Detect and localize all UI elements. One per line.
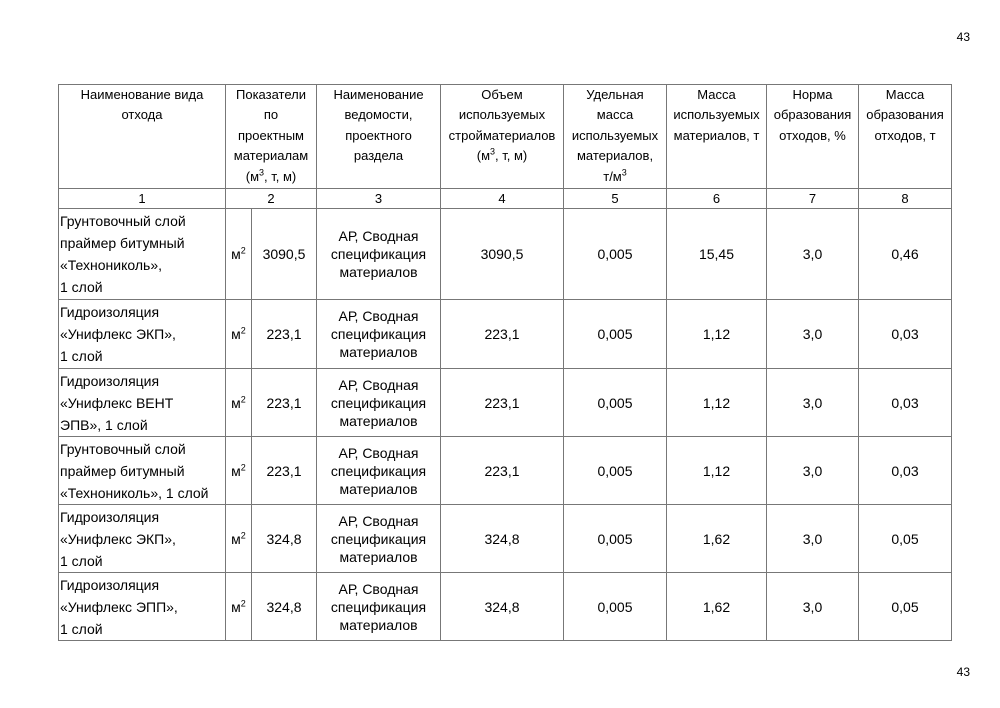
header-statement-name: Наименование ведомости, проектного раздела xyxy=(317,85,441,189)
amount-cell: 223,1 xyxy=(252,437,317,505)
waste-mass-cell: 0,03 xyxy=(859,369,952,437)
table-row xyxy=(59,209,952,300)
unit-cell: $м^2$ xyxy=(226,573,252,641)
mass-cell: 15,45 xyxy=(667,209,767,300)
column-number: 8 xyxy=(859,189,952,209)
norm-cell: 3,0 xyxy=(767,437,859,505)
waste-name-cell: Грунтовочный слой праймер битумный «Технониколь», 1 слой xyxy=(59,437,226,505)
header-specific-mass: Удельная масса используемых материалов, $т/м^3$ xyxy=(564,85,667,189)
norm-cell: 3,0 xyxy=(767,505,859,573)
amount-cell: 324,8 xyxy=(252,573,317,641)
page-number-top: 43 xyxy=(956,30,970,44)
column-number: 2 xyxy=(226,189,317,209)
density-cell: 0,005 xyxy=(564,369,667,437)
header-volume: Объем используемых стройматериалов ($м^3$, т, м) xyxy=(441,85,564,189)
source-cell: АР, Сводная спецификация материалов xyxy=(317,573,441,641)
waste-name-cell: Грунтовочный слой праймер битумный «Технониколь», 1 слой xyxy=(59,209,226,300)
volume-cell: 324,8 xyxy=(441,505,564,573)
column-number: 6 xyxy=(667,189,767,209)
header-waste-mass: Масса образования отходов, т xyxy=(859,85,952,189)
source-cell: АР, Сводная спецификация материалов xyxy=(317,437,441,505)
column-number: 1 xyxy=(59,189,226,209)
table-row xyxy=(59,505,952,573)
density-cell: 0,005 xyxy=(564,573,667,641)
column-number: 3 xyxy=(317,189,441,209)
amount-cell: 223,1 xyxy=(252,369,317,437)
volume-cell: 223,1 xyxy=(441,300,564,369)
waste-mass-cell: 0,46 xyxy=(859,209,952,300)
table-row xyxy=(59,369,952,437)
volume-cell: 324,8 xyxy=(441,573,564,641)
density-cell: 0,005 xyxy=(564,300,667,369)
waste-mass-cell: 0,03 xyxy=(859,437,952,505)
waste-name-cell: Гидроизоляция «Унифлекс ЭКП», 1 слой xyxy=(59,505,226,573)
waste-mass-cell: 0,05 xyxy=(859,573,952,641)
table-row xyxy=(59,573,952,641)
volume-cell: 3090,5 xyxy=(441,209,564,300)
norm-cell: 3,0 xyxy=(767,300,859,369)
waste-mass-cell: 0,05 xyxy=(859,505,952,573)
mass-cell: 1,12 xyxy=(667,300,767,369)
volume-cell: 223,1 xyxy=(441,369,564,437)
column-number: 5 xyxy=(564,189,667,209)
unit-cell: $м^2$ xyxy=(226,437,252,505)
mass-cell: 1,12 xyxy=(667,437,767,505)
table-row xyxy=(59,437,952,505)
amount-cell: 3090,5 xyxy=(252,209,317,300)
header-waste-type: Наименование вида отхода xyxy=(59,85,226,189)
amount-cell: 324,8 xyxy=(252,505,317,573)
column-number: 4 xyxy=(441,189,564,209)
unit-cell: $м^2$ xyxy=(226,369,252,437)
column-number: 7 xyxy=(767,189,859,209)
column-number-row xyxy=(59,189,952,209)
norm-cell: 3,0 xyxy=(767,209,859,300)
source-cell: АР, Сводная спецификация материалов xyxy=(317,505,441,573)
amount-cell: 223,1 xyxy=(252,300,317,369)
waste-table xyxy=(58,84,952,641)
source-cell: АР, Сводная спецификация материалов xyxy=(317,209,441,300)
source-cell: АР, Сводная спецификация материалов xyxy=(317,300,441,369)
volume-cell: 223,1 xyxy=(441,437,564,505)
norm-cell: 3,0 xyxy=(767,369,859,437)
density-cell: 0,005 xyxy=(564,209,667,300)
mass-cell: 1,62 xyxy=(667,505,767,573)
waste-mass-cell: 0,03 xyxy=(859,300,952,369)
mass-cell: 1,62 xyxy=(667,573,767,641)
mass-cell: 1,12 xyxy=(667,369,767,437)
table-header-row xyxy=(59,85,952,189)
waste-name-cell: Гидроизоляция «Унифлекс ЭКП», 1 слой xyxy=(59,300,226,369)
density-cell: 0,005 xyxy=(564,505,667,573)
unit-cell: $м^2$ xyxy=(226,209,252,300)
unit-cell: $м^2$ xyxy=(226,300,252,369)
header-design-indicators: Показатели по проектным материалам ($м^3$, т, м) xyxy=(226,85,317,189)
waste-name-cell: Гидроизоляция «Унифлекс ВЕНТ ЭПВ», 1 слой xyxy=(59,369,226,437)
density-cell: 0,005 xyxy=(564,437,667,505)
waste-name-cell: Гидроизоляция «Унифлекс ЭПП», 1 слой xyxy=(59,573,226,641)
unit-cell: $м^2$ xyxy=(226,505,252,573)
page-number-bottom: 43 xyxy=(956,665,970,679)
source-cell: АР, Сводная спецификация материалов xyxy=(317,369,441,437)
header-waste-norm: Норма образования отходов, % xyxy=(767,85,859,189)
table-row xyxy=(59,300,952,369)
norm-cell: 3,0 xyxy=(767,573,859,641)
header-materials-mass: Масса используемых материалов, т xyxy=(667,85,767,189)
